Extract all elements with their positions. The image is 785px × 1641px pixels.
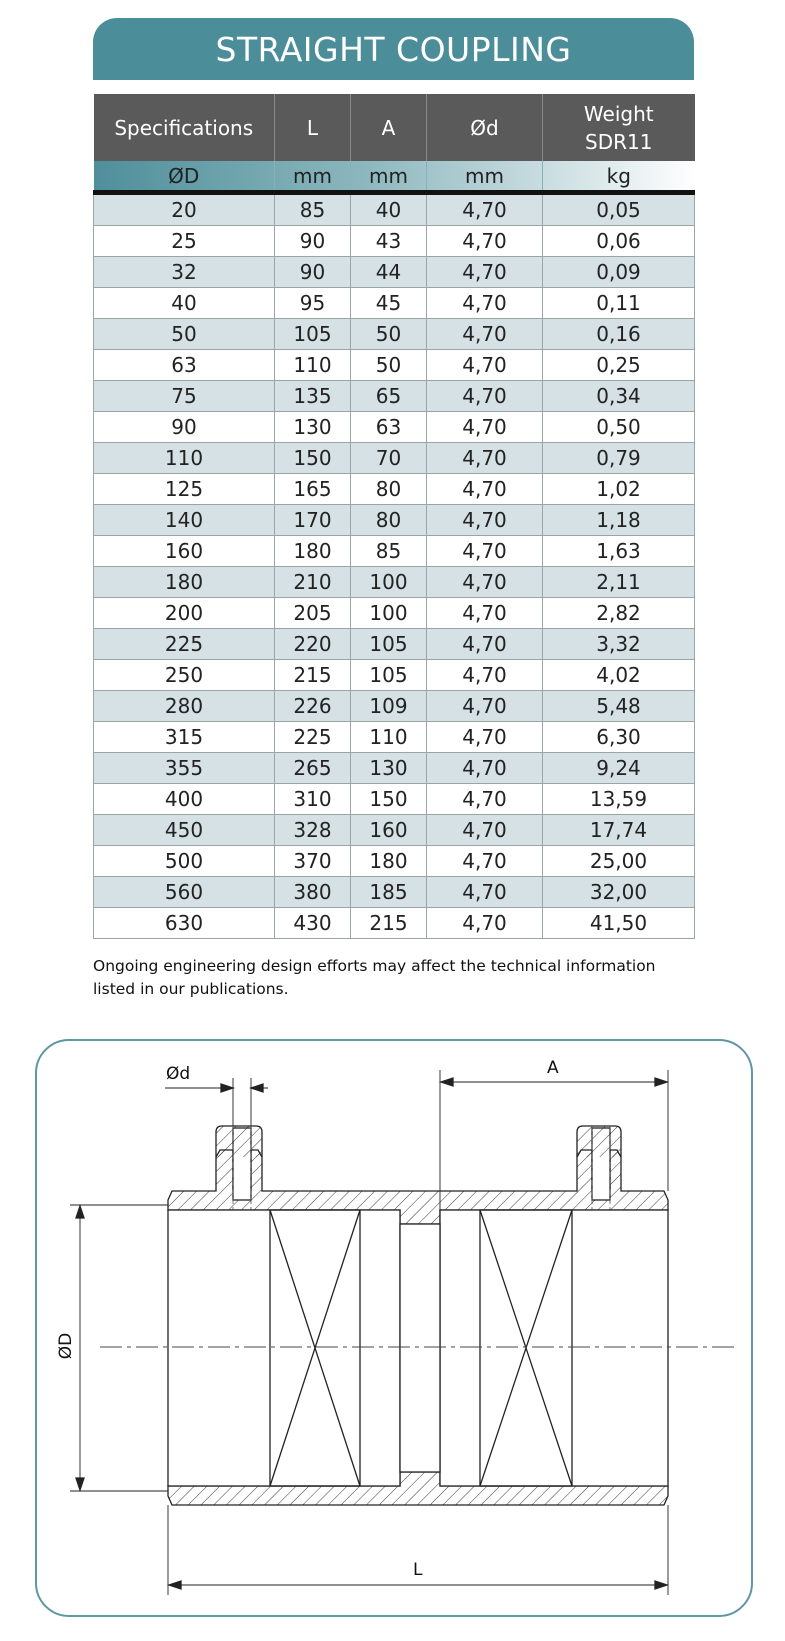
table-cell: 50 bbox=[94, 319, 275, 350]
table-cell: 170 bbox=[275, 505, 351, 536]
table-cell: 4,70 bbox=[427, 908, 543, 939]
label-l: L bbox=[413, 1560, 423, 1580]
table-cell: 0,25 bbox=[543, 350, 695, 381]
table-cell: 0,79 bbox=[543, 443, 695, 474]
table-cell: 4,70 bbox=[427, 598, 543, 629]
unit-cell: mm bbox=[275, 161, 351, 193]
table-cell: 63 bbox=[351, 412, 427, 443]
table-cell: 4,70 bbox=[427, 381, 543, 412]
table-cell: 90 bbox=[275, 257, 351, 288]
table-cell: 4,70 bbox=[427, 288, 543, 319]
table-cell: 4,70 bbox=[427, 505, 543, 536]
table-cell: 1,02 bbox=[543, 474, 695, 505]
table-cell: 44 bbox=[351, 257, 427, 288]
table-cell: 1,63 bbox=[543, 536, 695, 567]
header-d: Ød bbox=[427, 94, 543, 161]
table-cell: 215 bbox=[275, 660, 351, 691]
table-cell: 65 bbox=[351, 381, 427, 412]
table-cell: 100 bbox=[351, 567, 427, 598]
unit-cell: mm bbox=[427, 161, 543, 193]
table-cell: 4,70 bbox=[427, 193, 543, 226]
table-cell: 100 bbox=[351, 598, 427, 629]
table-cell: 90 bbox=[275, 226, 351, 257]
table-cell: 50 bbox=[351, 319, 427, 350]
table-cell: 40 bbox=[94, 288, 275, 319]
table-cell: 500 bbox=[94, 846, 275, 877]
center-stop bbox=[400, 1224, 440, 1472]
table-cell: 355 bbox=[94, 753, 275, 784]
table-cell: 80 bbox=[351, 505, 427, 536]
table-cell: 4,70 bbox=[427, 257, 543, 288]
table-cell: 265 bbox=[275, 753, 351, 784]
header-specifications: Specifications bbox=[94, 94, 275, 161]
table-cell: 4,02 bbox=[543, 660, 695, 691]
table-cell: 25 bbox=[94, 226, 275, 257]
table-cell: 0,05 bbox=[543, 193, 695, 226]
table-cell: 630 bbox=[94, 908, 275, 939]
table-cell: 13,59 bbox=[543, 784, 695, 815]
table-cell: 4,70 bbox=[427, 753, 543, 784]
table-cell: 4,70 bbox=[427, 536, 543, 567]
table-cell: 105 bbox=[351, 660, 427, 691]
table-cell: 400 bbox=[94, 784, 275, 815]
table-cell: 328 bbox=[275, 815, 351, 846]
table-cell: 130 bbox=[275, 412, 351, 443]
terminal-left bbox=[216, 1126, 262, 1157]
label-a: A bbox=[547, 1058, 559, 1078]
unit-cell: ØD bbox=[94, 161, 275, 193]
table-cell: 0,06 bbox=[543, 226, 695, 257]
table-cell: 160 bbox=[94, 536, 275, 567]
table-cell: 85 bbox=[351, 536, 427, 567]
table-cell: 41,50 bbox=[543, 908, 695, 939]
table-cell: 430 bbox=[275, 908, 351, 939]
table-cell: 150 bbox=[351, 784, 427, 815]
table-cell: 110 bbox=[94, 443, 275, 474]
table-cell: 225 bbox=[275, 722, 351, 753]
table-cell: 130 bbox=[351, 753, 427, 784]
table-cell: 2,82 bbox=[543, 598, 695, 629]
table-cell: 200 bbox=[94, 598, 275, 629]
table-cell: 140 bbox=[94, 505, 275, 536]
note-line1: Ongoing engineering design efforts may affect the technical information bbox=[93, 957, 656, 975]
table-cell: 80 bbox=[351, 474, 427, 505]
table-cell: 0,11 bbox=[543, 288, 695, 319]
table-cell: 450 bbox=[94, 815, 275, 846]
table-cell: 220 bbox=[275, 629, 351, 660]
header-a: A bbox=[351, 94, 427, 161]
table-cell: 90 bbox=[94, 412, 275, 443]
header-weight-line1: Weight bbox=[583, 101, 654, 126]
table-cell: 75 bbox=[94, 381, 275, 412]
table-cell: 105 bbox=[351, 629, 427, 660]
label-d: Ød bbox=[166, 1064, 191, 1084]
table-cell: 6,30 bbox=[543, 722, 695, 753]
table-cell: 9,24 bbox=[543, 753, 695, 784]
table-cell: 250 bbox=[94, 660, 275, 691]
table-cell: 4,70 bbox=[427, 567, 543, 598]
table-cell: 5,48 bbox=[543, 691, 695, 722]
table-cell: 215 bbox=[351, 908, 427, 939]
table-cell: 4,70 bbox=[427, 629, 543, 660]
note-line2: listed in our publications. bbox=[93, 980, 289, 998]
table-cell: 315 bbox=[94, 722, 275, 753]
table-cell: 280 bbox=[94, 691, 275, 722]
table-cell: 4,70 bbox=[427, 226, 543, 257]
table-cell: 4,70 bbox=[427, 846, 543, 877]
table-cell: 70 bbox=[351, 443, 427, 474]
table-cell: 85 bbox=[275, 193, 351, 226]
table-cell: 43 bbox=[351, 226, 427, 257]
bore-right bbox=[440, 1210, 668, 1486]
table-cell: 150 bbox=[275, 443, 351, 474]
table-cell: 180 bbox=[351, 846, 427, 877]
table-cell: 225 bbox=[94, 629, 275, 660]
header-weight-line2: SDR11 bbox=[585, 129, 653, 154]
table-cell: 1,18 bbox=[543, 505, 695, 536]
table-cell: 125 bbox=[94, 474, 275, 505]
unit-cell: kg bbox=[543, 161, 695, 193]
table-cell: 110 bbox=[275, 350, 351, 381]
table-cell: 32,00 bbox=[543, 877, 695, 908]
table-cell: 165 bbox=[275, 474, 351, 505]
table-cell: 63 bbox=[94, 350, 275, 381]
table-cell: 4,70 bbox=[427, 784, 543, 815]
table-cell: 0,09 bbox=[543, 257, 695, 288]
table-cell: 160 bbox=[351, 815, 427, 846]
label-od: ØD bbox=[56, 1332, 77, 1360]
table-cell: 310 bbox=[275, 784, 351, 815]
table-cell: 25,00 bbox=[543, 846, 695, 877]
table-cell: 4,70 bbox=[427, 412, 543, 443]
table-cell: 2,11 bbox=[543, 567, 695, 598]
page-title: STRAIGHT COUPLING bbox=[93, 18, 694, 80]
table-cell: 0,16 bbox=[543, 319, 695, 350]
unit-cell: mm bbox=[351, 161, 427, 193]
table-cell: 180 bbox=[275, 536, 351, 567]
table-cell: 4,70 bbox=[427, 319, 543, 350]
header-l: L bbox=[275, 94, 351, 161]
table-cell: 210 bbox=[275, 567, 351, 598]
table-cell: 17,74 bbox=[543, 815, 695, 846]
table-cell: 110 bbox=[351, 722, 427, 753]
table-cell: 370 bbox=[275, 846, 351, 877]
table-cell: 109 bbox=[351, 691, 427, 722]
table-cell: 40 bbox=[351, 193, 427, 226]
table-cell: 380 bbox=[275, 877, 351, 908]
table-cell: 0,34 bbox=[543, 381, 695, 412]
table-cell: 45 bbox=[351, 288, 427, 319]
table-cell: 4,70 bbox=[427, 350, 543, 381]
table-cell: 4,70 bbox=[427, 474, 543, 505]
table-cell: 20 bbox=[94, 193, 275, 226]
table-cell: 560 bbox=[94, 877, 275, 908]
table-cell: 185 bbox=[351, 877, 427, 908]
table-cell: 4,70 bbox=[427, 691, 543, 722]
table-cell: 4,70 bbox=[427, 877, 543, 908]
table-cell: 4,70 bbox=[427, 443, 543, 474]
table-cell: 95 bbox=[275, 288, 351, 319]
table-cell: 4,70 bbox=[427, 815, 543, 846]
table-cell: 0,50 bbox=[543, 412, 695, 443]
table-cell: 105 bbox=[275, 319, 351, 350]
table-cell: 135 bbox=[275, 381, 351, 412]
table-cell: 32 bbox=[94, 257, 275, 288]
table-cell: 50 bbox=[351, 350, 427, 381]
table-cell: 226 bbox=[275, 691, 351, 722]
table-cell: 180 bbox=[94, 567, 275, 598]
table-cell: 4,70 bbox=[427, 660, 543, 691]
table-cell: 205 bbox=[275, 598, 351, 629]
table-cell: 3,32 bbox=[543, 629, 695, 660]
terminal-right bbox=[577, 1126, 621, 1157]
table-cell: 4,70 bbox=[427, 722, 543, 753]
